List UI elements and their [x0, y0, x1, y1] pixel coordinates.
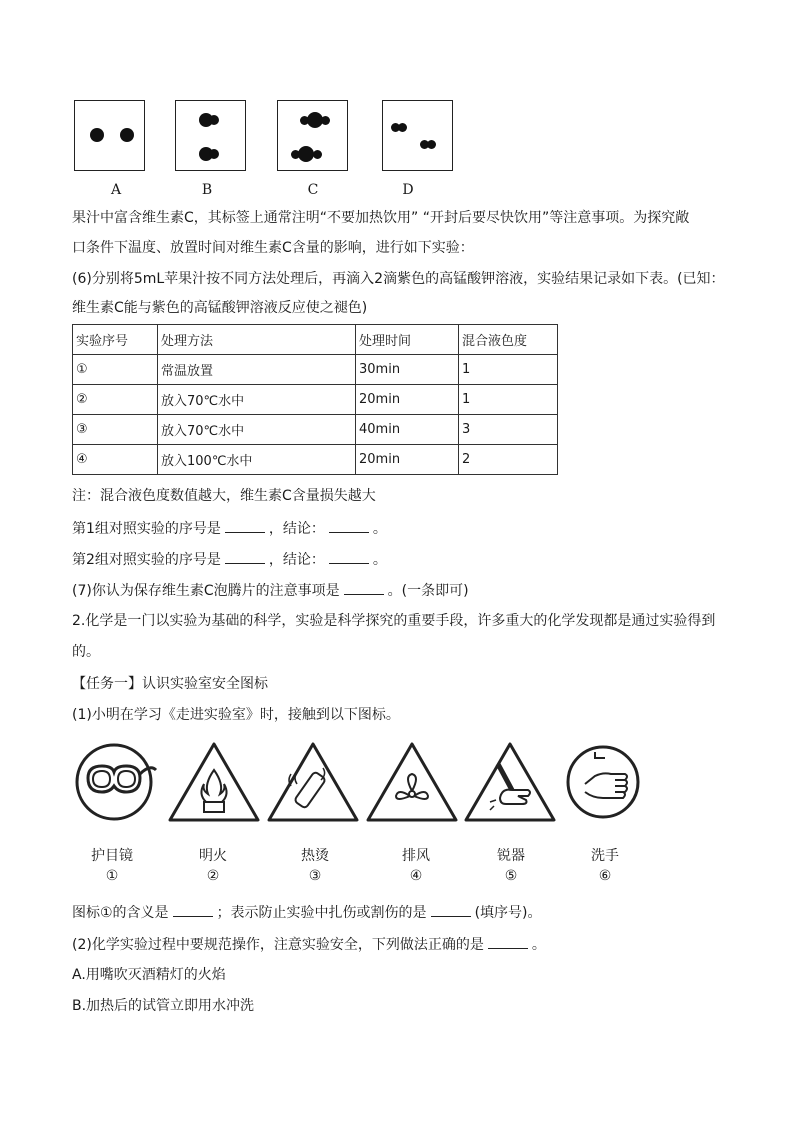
table-cell: ②: [73, 385, 158, 415]
question-6-line: (6)分别将5mL苹果汁按不同方法处理后，再滴入2滴紫色的高锰酸钾溶液，实验结果记录如下表。(已知：: [72, 271, 725, 287]
caption-d: D: [402, 182, 414, 198]
answer-blank[interactable]: [488, 934, 528, 949]
q7-text: 。(一条即可): [387, 583, 469, 599]
icon-number: ⑤: [504, 868, 518, 884]
atom-dot: [90, 128, 104, 142]
period: 。: [372, 552, 387, 568]
table-cell: 3: [459, 415, 558, 445]
icon-number: ①: [105, 868, 119, 884]
table-cell: ③: [73, 415, 158, 445]
sharp-object-icon: [462, 740, 558, 824]
icon-number: ③: [308, 868, 322, 884]
table-row: [73, 385, 558, 415]
caption-a: A: [110, 182, 122, 198]
answer-blank[interactable]: [431, 902, 471, 917]
q2-text: (2)化学实验过程中要规范操作，注意实验安全，下列做法正确的是: [72, 937, 484, 953]
task-heading: 【任务一】认识实验室安全图标: [72, 676, 268, 692]
answer-blank[interactable]: [329, 549, 369, 564]
group1-text: ，结论：: [268, 521, 325, 537]
table-cell: 1: [459, 355, 558, 385]
table-row: [73, 355, 558, 385]
icon-label-exhaust: 排风: [402, 848, 430, 864]
atom-dot: [427, 140, 436, 149]
paragraph-line: 口条件下温度、放置时间对维生素C含量的影响，进行如下实验：: [72, 240, 474, 256]
table-header-cell: 实验序号: [73, 325, 158, 355]
table-row: [73, 445, 558, 475]
icon-label-hot: 热烫: [301, 848, 329, 864]
option-b: B.加热后的试管立即用水冲洗: [72, 998, 255, 1014]
icon-q-text: ；表示防止实验中扎伤或割伤的是: [216, 905, 427, 921]
table-cell: ④: [73, 445, 158, 475]
hot-surface-icon: [265, 740, 361, 824]
icon-label-sharp: 锐器: [497, 848, 525, 864]
diagram-box-d: [382, 100, 453, 171]
table-header-cell: 处理时间: [356, 325, 459, 355]
exhaust-fan-icon: [364, 740, 460, 824]
table-cell: 放入70℃水中: [158, 415, 356, 445]
caption-c: C: [307, 182, 319, 198]
diagram-box-a: [74, 100, 145, 171]
icon-number: ⑥: [598, 868, 612, 884]
table-cell: 30min: [356, 355, 459, 385]
group2-text: 第2组对照实验的序号是: [72, 552, 221, 568]
icon-label-wash: 洗手: [591, 848, 619, 864]
answer-blank[interactable]: [225, 518, 265, 533]
group1-text: 第1组对照实验的序号是: [72, 521, 221, 537]
table-header-cell: 混合液色度: [459, 325, 558, 355]
icon-label-goggles: 护目镜: [91, 848, 133, 864]
group2-text: ，结论：: [268, 552, 325, 568]
icon-question: [72, 902, 542, 923]
question-6-line: 维生素C能与紫色的高锰酸钾溶液反应使之褪色): [72, 300, 368, 316]
table-header-row: [73, 325, 558, 355]
table-cell: 放入70℃水中: [158, 385, 356, 415]
q2-text: 。: [531, 937, 546, 953]
answer-blank[interactable]: [344, 580, 384, 595]
table-cell: 20min: [356, 385, 459, 415]
hand-wash-icon: [565, 740, 645, 820]
icon-number: ④: [409, 868, 423, 884]
open-flame-icon: [166, 740, 262, 824]
question-2-line: 的。: [72, 644, 100, 660]
table-cell: 20min: [356, 445, 459, 475]
answer-blank[interactable]: [225, 549, 265, 564]
paragraph-line: 果汁中富含维生素C，其标签上通常注明“不要加热饮用” “开封后要尽快饮用”等注意事项。为探究敞: [72, 210, 690, 226]
diagram-box-b: [175, 100, 246, 171]
answer-blank[interactable]: [173, 902, 213, 917]
icon-q-text: 图标①的含义是: [72, 905, 169, 921]
question-1-intro: (1)小明在学习《走进实验室》时，接触到以下图标。: [72, 707, 400, 723]
group1-question: [72, 518, 387, 539]
table-row: [73, 415, 558, 445]
question-7: [72, 580, 469, 601]
atom-dot: [398, 123, 407, 132]
icon-q-text: (填序号)。: [474, 905, 542, 921]
atom-dot: [209, 115, 219, 125]
table-note: 注：混合液色度数值越大，维生素C含量损失越大: [72, 488, 376, 504]
answer-blank[interactable]: [329, 518, 369, 533]
icon-label-flame: 明火: [199, 848, 227, 864]
atom-dot: [298, 146, 314, 162]
atom-dot: [120, 128, 134, 142]
atom-dot: [321, 116, 330, 125]
table-cell: ①: [73, 355, 158, 385]
icon-number: ②: [206, 868, 220, 884]
table-cell: 40min: [356, 415, 459, 445]
atom-dot: [313, 150, 322, 159]
group2-question: [72, 549, 387, 570]
period: 。: [372, 521, 387, 537]
experiment-table: [72, 324, 558, 475]
diagram-box-c: [277, 100, 348, 171]
table-cell: 常温放置: [158, 355, 356, 385]
goggles-icon: [74, 740, 160, 826]
table-cell: 放入100℃水中: [158, 445, 356, 475]
table-cell: 1: [459, 385, 558, 415]
table-header-cell: 处理方法: [158, 325, 356, 355]
atom-dot: [209, 149, 219, 159]
caption-b: B: [201, 182, 213, 198]
question-2-safety: [72, 934, 546, 955]
table-cell: 2: [459, 445, 558, 475]
option-a: A.用嘴吹灭酒精灯的火焰: [72, 967, 226, 983]
q7-text: (7)你认为保存维生素C泡腾片的注意事项是: [72, 583, 340, 599]
question-2-line: 2.化学是一门以实验为基础的科学，实验是科学探究的重要手段，许多重大的化学发现都是通过实验得到: [72, 613, 716, 629]
